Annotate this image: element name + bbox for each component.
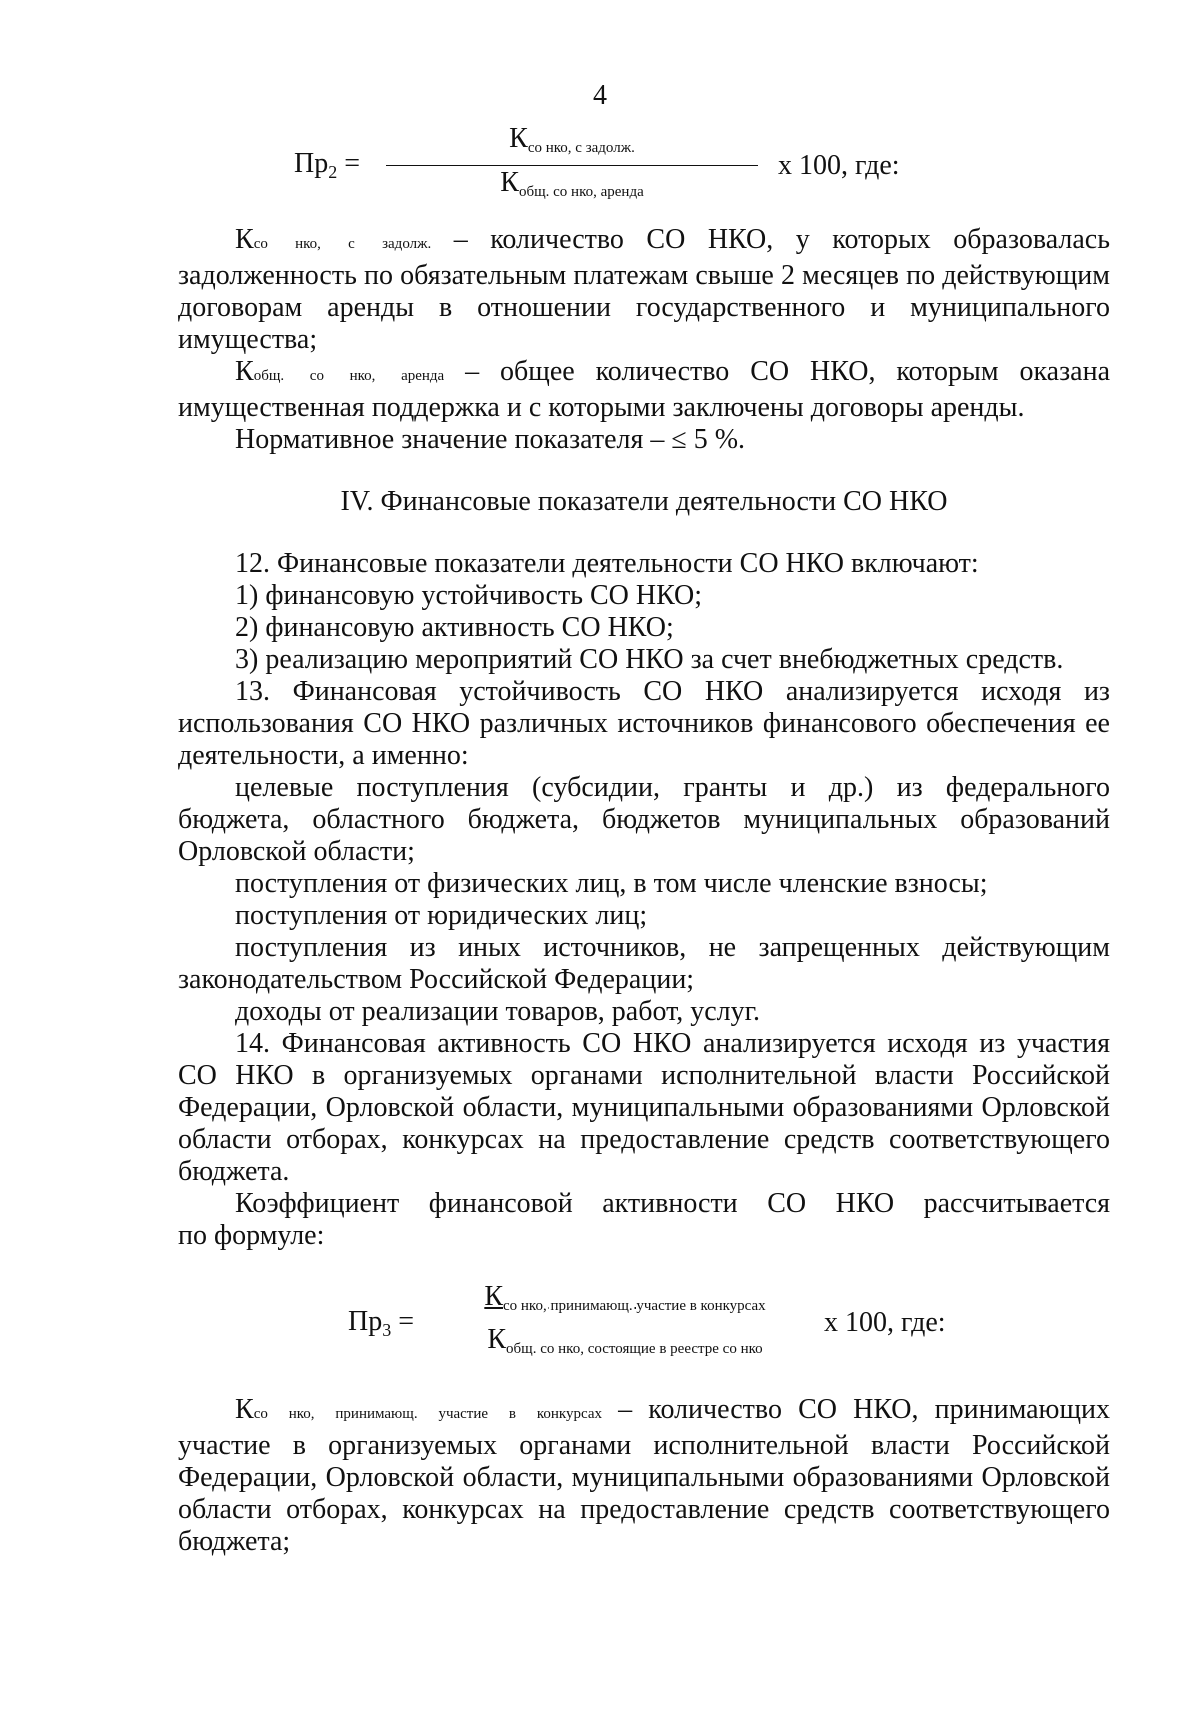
formula-pr3: [348, 1280, 946, 1366]
definition-k-contests: Ксо нко, принимающ. участие в конкурсах – количество СО НКО, принимающих участие в организуемых органами исполнительной власти Российской Федерации, Орловской области, муниципальными образованиями Орловской области отборах, конкурсах на предоставление средств соответствующего бюджета;: [178, 1394, 1110, 1557]
formula-rhs: х 100, где:: [778, 149, 900, 181]
formula-lhs: $Пр_2$ =: [294, 148, 361, 182]
formula-numerator: $К_{со нко, принимающ. участие в конкурсах}$: [484, 1281, 766, 1314]
formula-rhs: х 100, где:: [824, 1307, 946, 1338]
list-item: 3) реализацию мероприятий СО НКО за счет внебюджетных средств.: [235, 644, 1064, 675]
paragraph-14: 14. Финансовая активность СО НКО анализируется исходя из участия СО НКО в организуемых органами исполнительной власти Российской Федерации, Орловской области, муниципальными образованиями Орловской области отборах, конкурсах на предоставление средств соответствующего бюджета.: [178, 1028, 1110, 1187]
formula-numerator: $К_{со нко, с задолж.}$: [509, 123, 635, 156]
formula-denominator: $К_{общ. со нко, состоящие в реестре со нко}$: [487, 1324, 763, 1357]
text-block-lower: [178, 1394, 1110, 1558]
coefficient-intro: Коэффициент финансовой активности СО НКО рассчитывается: [235, 1188, 1110, 1219]
formula-fraction: [454, 1280, 796, 1366]
coefficient-intro-continued: по формуле:: [178, 1220, 325, 1251]
paragraph-13: 13. Финансовая устойчивость СО НКО анализируется исходя из использования СО НКО различных источников финансового обеспечения ее деятельности, а именно:: [178, 676, 1110, 771]
list-item: 2) финансовую активность СО НКО;: [235, 612, 674, 643]
normative-value: Нормативное значение показателя – ≤ 5 %.: [235, 424, 746, 455]
formula-denominator: $К_{общ. со нко, аренда}$: [500, 167, 644, 200]
list-item: целевые поступления (субсидии, гранты и др.) из федерального бюджета, областного бюджета, бюджетов муниципальных образований Орловской области;: [178, 772, 1110, 867]
definition-k-lease: Кобщ. со нко, аренда – общее количество СО НКО, которым оказана имущественная поддержка и с которыми заключены договоры аренды.: [178, 356, 1110, 423]
formula-pr2: [294, 122, 900, 209]
formula-lhs: $Пр_3$ =: [348, 1305, 415, 1340]
paragraph-12: 12. Финансовые показатели деятельности СО НКО включают:: [235, 548, 979, 579]
list-item: поступления от физических лиц, в том числе членские взносы;: [235, 868, 988, 899]
list-item: доходы от реализации товаров, работ, услуг.: [235, 996, 760, 1027]
list-item: поступления из иных источников, не запрещенных действующим законодательством Российской Федерации;: [178, 932, 1110, 995]
formula-fraction: [386, 122, 758, 209]
section-heading: IV. Финансовые показатели деятельности СО НКО: [340, 486, 948, 517]
definition-k-debt: Ксо нко, с задолж. – количество СО НКО, у которых образовалась задолженность по обязательным платежам свыше 2 месяцев по действующим договорам аренды в отношении государственного и муниципального имущества;: [178, 224, 1110, 355]
list-item: 1) финансовую устойчивость СО НКО;: [235, 580, 703, 611]
page-number: 4: [593, 80, 607, 111]
text-block-upper: [178, 224, 1110, 1252]
list-item: поступления от юридических лиц;: [235, 900, 648, 931]
